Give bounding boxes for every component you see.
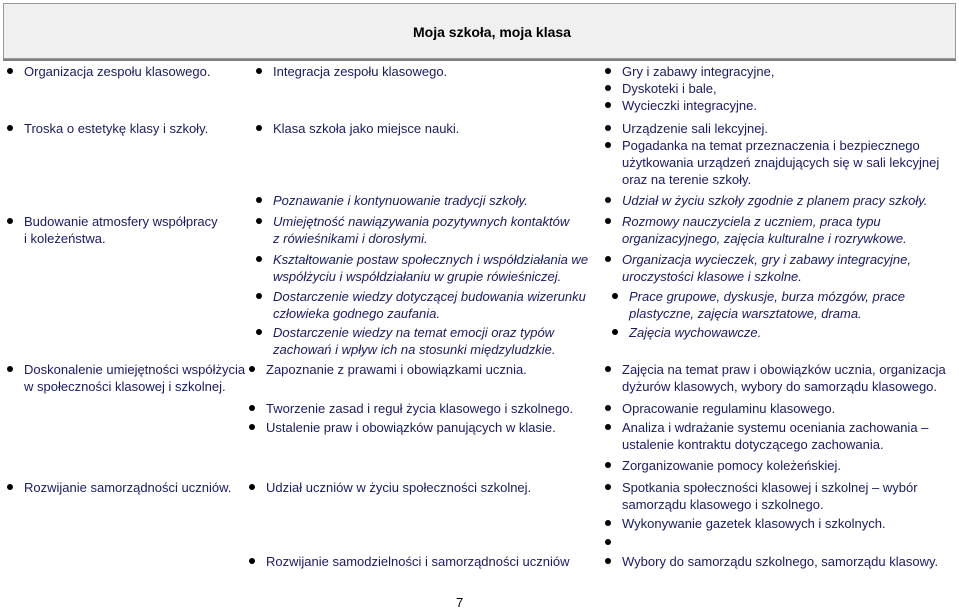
method-item: Wykonywanie gazetek klasowych i szkolnych. [622, 516, 886, 531]
method-item: Gry i zabawy integracyjne, [622, 64, 775, 79]
task-item: Klasa szkoła jako miejsce nauki. [273, 121, 460, 136]
method-item: Prace grupowe, dyskusje, burza mózgów, prace plastyczne, zajęcia warsztatowe, drama. [629, 289, 906, 321]
method-item: Zajęcia na temat praw i obowiązków ucznia, organizacja dyżurów klasowych, wybory do samorządu klasowego. [622, 362, 946, 394]
task-item: Ustalenie praw i obowiązków panujących w klasie. [266, 420, 556, 435]
task-item: Zapoznanie z prawami i obowiązkami ucznia. [266, 362, 527, 377]
task-item: Kształtowanie postaw społecznych i współdziałania we współżyciu i współdziałaniu w grupie rówieśniczej. [273, 252, 589, 284]
method-item: Organizacja wycieczek, gry i zabawy integracyjne, uroczystości klasowe i szkolne. [622, 252, 912, 284]
method-item: Udział w życiu szkoły zgodnie z planem pracy szkoły. [622, 193, 928, 208]
goal-item: Rozwijanie samorządności uczniów. [24, 480, 232, 495]
method-item: Wybory do samorządu szkolnego, samorządu klasowy. [622, 554, 939, 569]
task-item: Rozwijanie samodzielności i samorządności uczniów [266, 554, 570, 569]
page-title: Moja szkoła, moja klasa [413, 24, 571, 40]
goal-item: Troska o estetykę klasy i szkoły. [24, 121, 209, 136]
method-item: Urządzenie sali lekcyjnej. [622, 121, 768, 136]
task-item: Dostarczenie wiedzy dotyczącej budowania wizerunku człowieka godnego zaufania. [273, 289, 586, 321]
method-item: Zajęcia wychowawcze. [629, 325, 762, 340]
task-item: Integracja zespołu klasowego. [273, 64, 448, 79]
method-item: Dyskoteki i bale, [622, 81, 717, 96]
page-number: 7 [456, 595, 464, 610]
method-item: Analiza i wdrażanie systemu oceniania zachowania – ustalenie kontraktu dotyczącego zachowania. [622, 420, 929, 452]
method-item: Opracowanie regulaminu klasowego. [622, 401, 836, 416]
method-item: Rozmowy nauczyciela z uczniem, praca typu organizacyjnego, zajęcia kulturalne i rozrywkowe. [622, 214, 907, 246]
task-item: Udział uczniów w życiu społeczności szkolnej. [266, 480, 532, 495]
task-item: Poznawanie i kontynuowanie tradycji szkoły. [273, 193, 528, 208]
method-item: Zorganizowanie pomocy koleżeńskiej. [622, 458, 841, 473]
task-item: Tworzenie zasad i reguł życia klasowego i szkolnego. [266, 401, 574, 416]
header-rule [3, 59, 956, 61]
goal-item: Doskonalenie umiejętności współżycia w społeczności klasowej i szkolnej. [24, 362, 246, 394]
task-item: Umiejętność nawiązywania pozytywnych kontaktów z rówieśnikami i dorosłymi. [273, 214, 570, 246]
method-item: Spotkania społeczności klasowej i szkolnej – wybór samorządu klasowego i szkolnego. [622, 480, 918, 512]
task-item: Dostarczenie wiedzy na temat emocji oraz typów zachowań i wpływ ich na stosunki międzyludzkie. [273, 325, 556, 357]
goal-item: Organizacja zespołu klasowego. [24, 64, 211, 79]
goal-item: Budowanie atmosfery współpracy i koleżeństwa. [24, 214, 218, 246]
method-item: Wycieczki integracyjne. [622, 98, 757, 113]
method-item: Pogadanka na temat przeznaczenia i bezpiecznego użytkowania urządzeń znajdujących się w sali lekcyjnej oraz na terenie szkoły. [622, 138, 940, 187]
header-band [3, 3, 956, 59]
